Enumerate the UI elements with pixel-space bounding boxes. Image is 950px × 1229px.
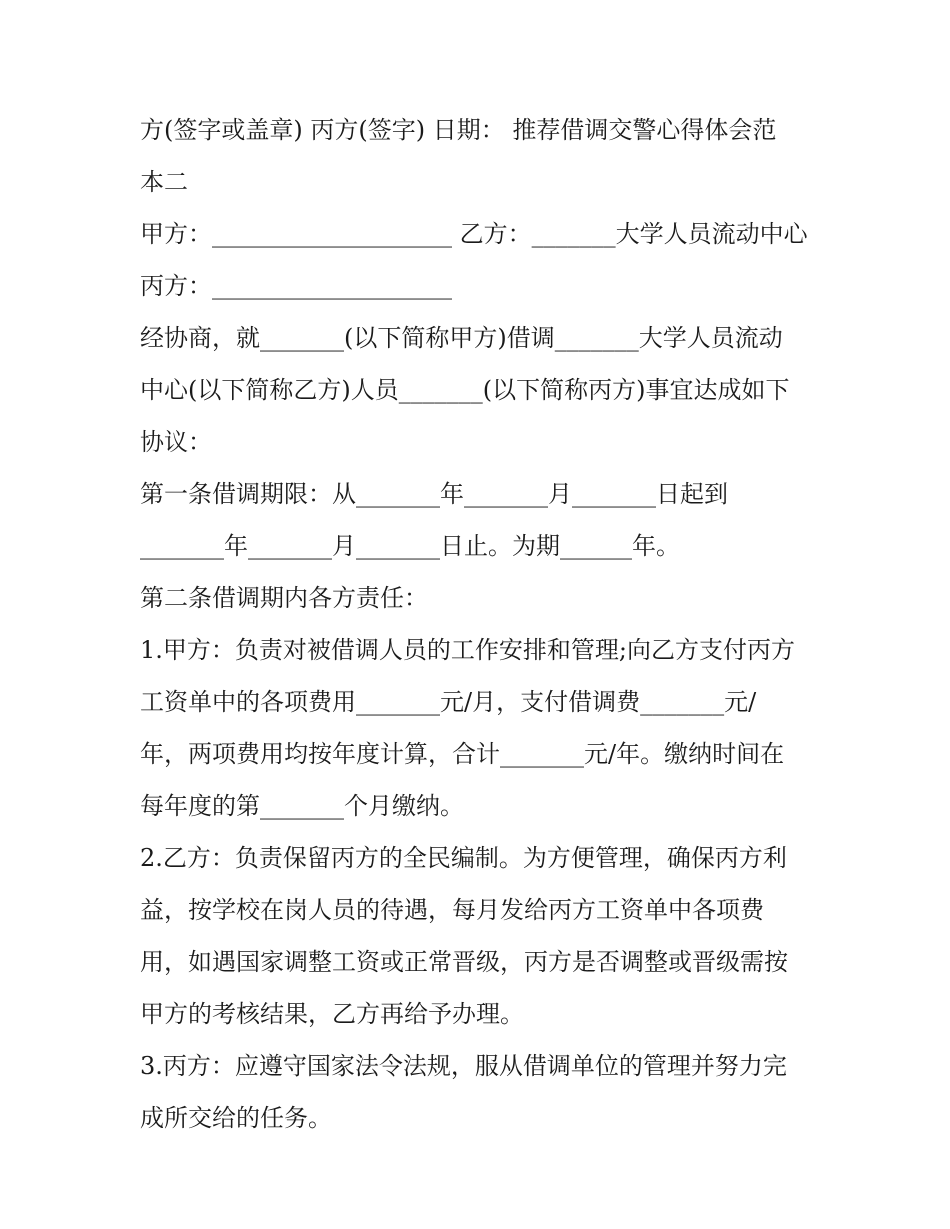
text-line: 用，如遇国家调整工资或正常晋级，丙方是否调整或晋级需按 — [140, 948, 788, 976]
text-line: 年，两项费用均按年度计算，合计_______元/年。缴纳时间在 — [140, 740, 785, 768]
text-line: 甲方：____________________ 乙方：_______大学人员流动中心 — [140, 220, 808, 248]
text-line: 益，按学校在岗人员的待遇，每月发给丙方工资单中各项费 — [140, 896, 764, 924]
text-line: 3.丙方：应遵守国家法令法规，服从借调单位的管理并努力完 — [140, 1052, 787, 1080]
text-line: 甲方的考核结果，乙方再给予办理。 — [140, 1000, 524, 1028]
text-line: 每年度的第_______个月缴纳。 — [140, 792, 464, 820]
text-line: 中心(以下简称乙方)人员_______(以下简称丙方)事宜达成如下 — [140, 376, 790, 404]
text-line: 本二 — [140, 168, 188, 196]
text-line: 工资单中的各项费用_______元/月，支付借调费_______元/ — [140, 688, 757, 716]
text-line: 丙方：____________________ — [140, 272, 452, 300]
text-line: 成所交给的任务。 — [140, 1104, 332, 1132]
text-line: 协议： — [140, 428, 212, 456]
text-line: 2.乙方：负责保留丙方的全民编制。为方便管理，确保丙方利 — [140, 844, 787, 872]
text-line: 经协商，就_______(以下简称甲方)借调_______大学人员流动 — [140, 324, 783, 352]
text-line: 1.甲方：负责对被借调人员的工作安排和管理;向乙方支付丙方 — [140, 636, 795, 664]
text-line: 第一条借调期限：从_______年_______月_______日起到 — [140, 480, 728, 508]
text-line: 第二条借调期内各方责任： — [140, 584, 428, 612]
text-line: _______年_______月_______日止。为期______年。 — [140, 532, 680, 560]
text-line: 方(签字或盖章) 丙方(签字) 日期： 推荐借调交警心得体会范 — [140, 116, 777, 144]
document-body — [140, 104, 820, 1144]
